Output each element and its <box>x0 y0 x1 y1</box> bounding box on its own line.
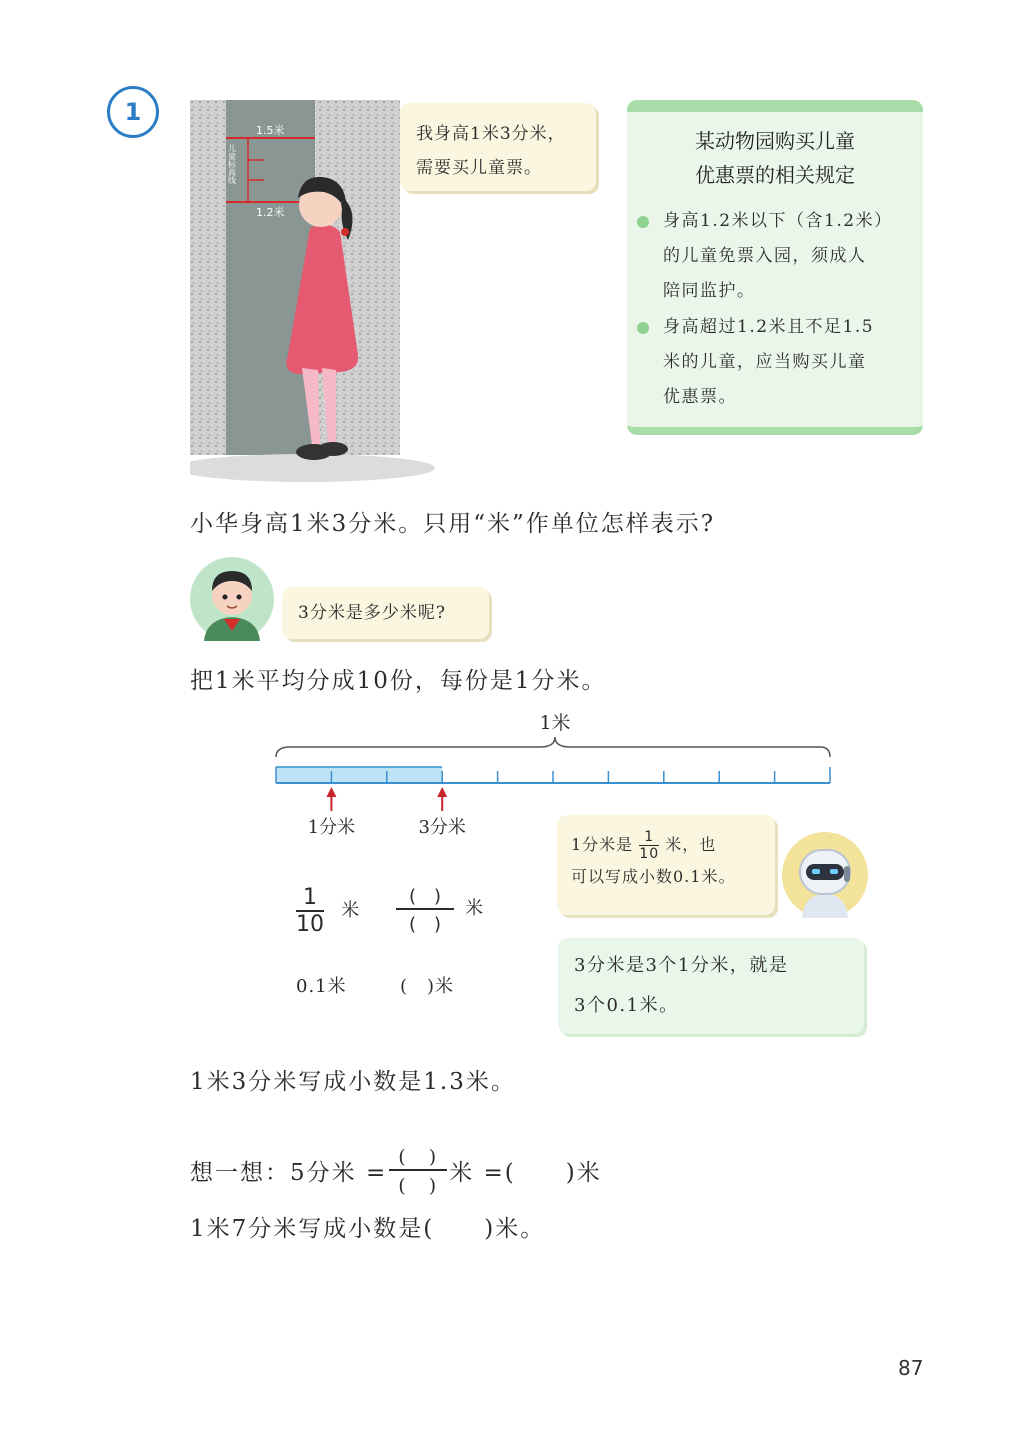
robot-speech-line-1 <box>571 825 761 865</box>
robot-speech-bubble <box>557 815 775 915</box>
think-prefix: 想一想：5分米 = <box>190 1159 388 1186</box>
vertical-label: 儿童标高线 <box>227 144 237 184</box>
bullet-icon <box>637 322 649 334</box>
frac-2-numerator: ( ) <box>408 886 442 907</box>
think-frac-denominator: ( ) <box>398 1175 439 1197</box>
rule-item-2 <box>663 310 911 415</box>
boy-avatar <box>190 557 274 641</box>
ruler-segment <box>719 767 774 783</box>
think-line <box>190 1142 602 1198</box>
girl-height-illustration <box>190 100 435 485</box>
ruler-segment <box>664 767 719 783</box>
mark-bottom-label: 1.2米 <box>256 206 285 219</box>
fraction-one-tenth <box>296 885 360 937</box>
ruler-brace <box>276 737 830 757</box>
rule-1-line-2: 的儿童免票入园，须成人 <box>663 246 867 266</box>
decimal-one-tenth: 0.1米 <box>296 976 347 997</box>
problem-number: 1 <box>107 86 159 138</box>
ruler-total-label: 1米 <box>539 712 571 734</box>
robot-avatar <box>782 832 868 918</box>
rule-2-line-2: 米的儿童，应当购买儿童 <box>663 352 867 372</box>
ruler-segment <box>553 767 608 783</box>
arrow-up-icon <box>326 787 336 797</box>
ruler-segment <box>498 767 553 783</box>
fraction-blank <box>396 882 484 936</box>
rules-title <box>627 124 923 192</box>
conclusion-text: 1米3分米写成小数是1.3米。 <box>190 1069 516 1095</box>
girl-speech-bubble <box>400 103 596 191</box>
robot-frac-denominator: 10 <box>639 846 660 862</box>
boy-speech-bubble: 3分米是多少米呢? <box>282 587 489 639</box>
rules-title-line-1: 某动物园购买儿童 <box>695 129 855 153</box>
rule-2-line-1: 身高超过1.2米且不足1.5 <box>663 317 875 337</box>
ruler-segment-shaded <box>331 767 386 783</box>
think-frac-numerator: ( ) <box>398 1146 439 1168</box>
zoo-ticket-rules-box <box>627 100 923 435</box>
green-note-line-1: 3分米是3个1分米，就是 <box>574 955 789 976</box>
girl-speech-line-2: 需要买儿童票。 <box>416 158 542 178</box>
frac-2-unit: 米 <box>465 897 485 919</box>
mark-top-label: 1.5米 <box>256 124 285 137</box>
frac-1-unit: 米 <box>341 899 361 921</box>
bullet-icon <box>637 216 649 228</box>
rule-item-1 <box>663 204 911 309</box>
question-text: 小华身高1米3分米。只用“米”作单位怎样表示? <box>190 511 716 537</box>
arrow-label: 3分米 <box>418 817 466 838</box>
robot-speech-part-1: 1分米是 <box>571 835 634 854</box>
frac-2-denominator: ( ) <box>408 914 442 935</box>
robot-speech-line-2: 可以写成小数0.1米。 <box>571 867 736 886</box>
rule-2-line-3: 优惠票。 <box>663 387 737 407</box>
wall-left <box>190 100 226 455</box>
robot-frac-numerator: 1 <box>644 829 655 845</box>
frac-1-denominator: 10 <box>296 912 324 937</box>
girl-speech-line-1: 我身高1米3分米， <box>416 124 566 144</box>
robot-speech-part-2: 米，也 <box>665 835 717 854</box>
decimal-blank: ( )米 <box>400 976 455 997</box>
ruler-segment-shaded <box>276 767 331 783</box>
arrow-label: 1分米 <box>307 817 356 838</box>
exercise-text: 1米7分米写成小数是( )米。 <box>190 1216 546 1242</box>
rule-1-line-1: 身高1.2米以下（含1.2米） <box>663 211 893 231</box>
rule-1-line-3: 陪同监护。 <box>663 281 756 301</box>
rules-title-line-2: 优惠票的相关规定 <box>695 163 855 187</box>
statement-text: 把1米平均分成10份，每份是1分米。 <box>190 668 607 694</box>
arrow-up-icon <box>437 787 447 797</box>
ruler-segment-shaded <box>387 767 442 783</box>
green-note-bubble <box>558 938 864 1034</box>
frac-1-numerator: 1 <box>303 885 317 910</box>
green-note-line-2: 3个0.1米。 <box>574 995 679 1016</box>
page-number: 87 <box>898 1356 924 1380</box>
ruler-segment <box>608 767 663 783</box>
ruler-segment <box>442 767 497 783</box>
ruler-segment <box>775 767 830 783</box>
think-suffix: 米 =( )米 <box>449 1159 602 1186</box>
